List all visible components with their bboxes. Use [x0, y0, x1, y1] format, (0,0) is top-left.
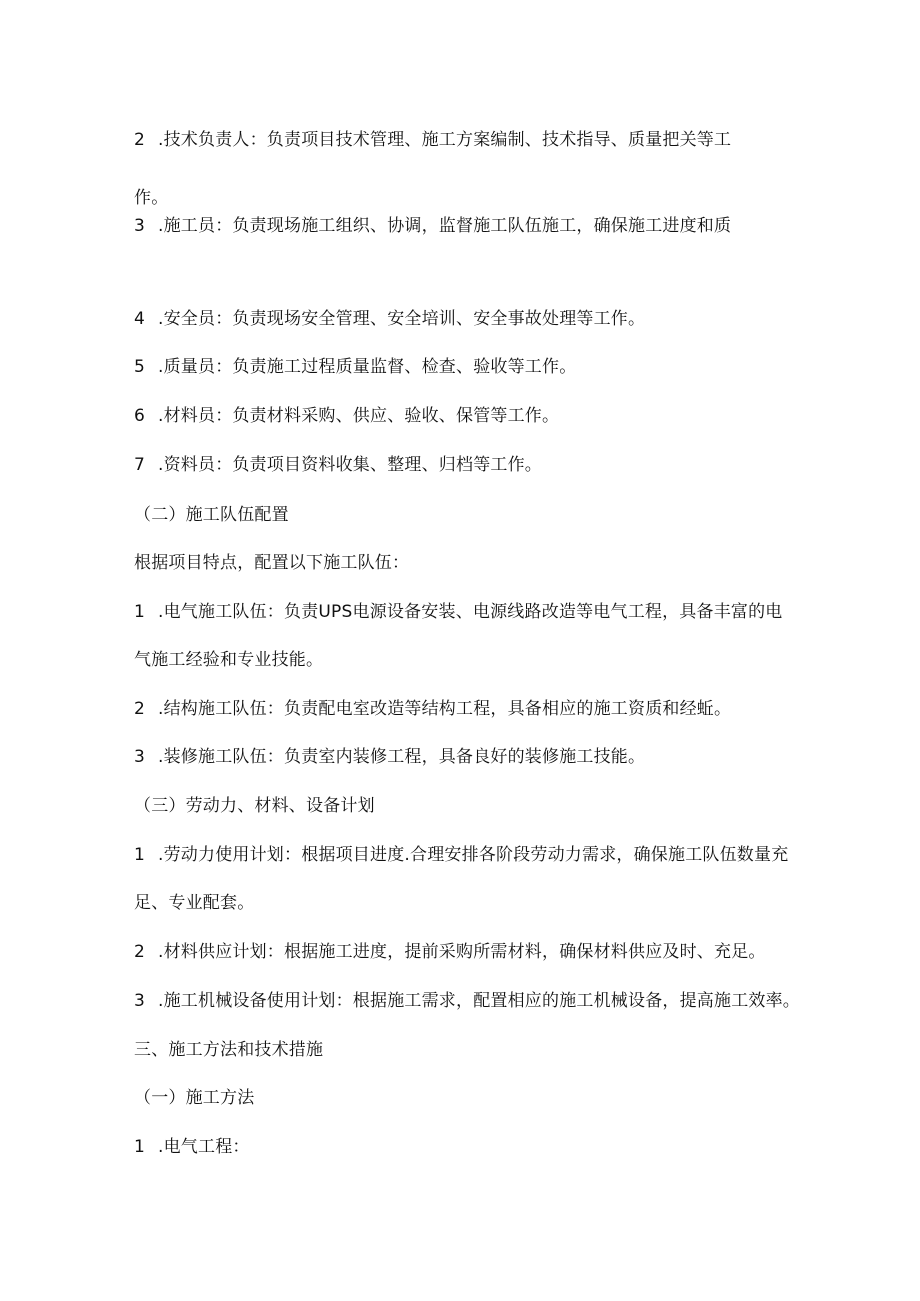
- heading-text: （三）劳动力、材料、设备计划: [134, 796, 375, 816]
- paragraph-line: [134, 891, 254, 915]
- item-number: 1: [134, 602, 146, 622]
- line-text: .劳动力使用计划：根据项目进度.合理安排各阶段劳动力需求，确保施工队伍数量充: [158, 845, 789, 865]
- paragraph-line: [134, 600, 783, 624]
- line-text: 气施工经验和专业技能。: [134, 650, 324, 670]
- line-text: .电气施工队伍：负责UPS电源设备安装、电源线路改造等电气工程，具备丰富的电: [158, 602, 783, 622]
- item-number: 3: [134, 216, 146, 236]
- item-number: 2: [134, 130, 146, 150]
- line-text: .材料员：负责材料采购、供应、验收、保管等工作。: [158, 406, 560, 426]
- paragraph-line: [134, 745, 645, 769]
- section-heading: [134, 1038, 323, 1062]
- paragraph-line: [134, 551, 409, 575]
- line-text: 足、专业配套。: [134, 893, 255, 913]
- item-number: 7: [134, 455, 146, 475]
- paragraph-line: [134, 697, 731, 721]
- line-text: .施工机械设备使用计划：根据施工需求，配置相应的施工机械设备，提高施工效率。: [158, 991, 801, 1011]
- paragraph-line: [134, 307, 645, 331]
- section-heading: [134, 503, 289, 527]
- paragraph-line: [134, 989, 800, 1013]
- paragraph-line: [134, 648, 323, 672]
- item-number: 2: [134, 699, 146, 719]
- item-number: 6: [134, 406, 146, 426]
- line-text: .材料供应计划：根据施工进度，提前采购所需材料，确保材料供应及时、充足。: [158, 942, 766, 962]
- section-heading: [134, 1086, 254, 1110]
- section-heading: [134, 794, 375, 818]
- item-number: 3: [134, 991, 146, 1011]
- line-text: 根据项目特点，配置以下施工队伍：: [134, 553, 410, 573]
- paragraph-line: [134, 453, 542, 477]
- line-text: 作。: [134, 188, 169, 208]
- heading-text: （一）施工方法: [134, 1088, 255, 1108]
- item-number: 2: [134, 942, 146, 962]
- paragraph-line: [134, 843, 788, 867]
- line-text: .技术负责人：负责项目技术管理、施工方案编制、技术指导、质量把关等工: [158, 130, 732, 150]
- item-number: 1: [134, 1137, 146, 1157]
- line-text: .质量员：负责施工过程质量监督、检查、验收等工作。: [158, 357, 577, 377]
- item-number: 1: [134, 845, 146, 865]
- line-text: .施工员：负责现场施工组织、协调，监督施工队伍施工，确保施工进度和质: [158, 216, 732, 236]
- paragraph-line: [134, 355, 576, 379]
- line-text: .安全员：负责现场安全管理、安全培训、安全事故处理等工作。: [158, 309, 646, 329]
- paragraph-line: [134, 940, 766, 964]
- line-text: .结构施工队伍：负责配电室改造等结构工程，具备相应的施工资质和经蚯。: [158, 699, 732, 719]
- paragraph-line: [134, 404, 559, 428]
- paragraph-line: [134, 186, 168, 210]
- item-number: 4: [134, 309, 146, 329]
- line-text: .电气工程：: [158, 1137, 250, 1157]
- line-text: .资料员：负责项目资料收集、整理、归档等工作。: [158, 455, 543, 475]
- heading-text: （二）施工队伍配置: [134, 505, 289, 525]
- heading-text: 三、施工方法和技术措施: [134, 1040, 324, 1060]
- paragraph-line: [134, 214, 731, 238]
- paragraph-line: [134, 128, 731, 152]
- paragraph-line: [134, 1135, 250, 1159]
- item-number: 5: [134, 357, 146, 377]
- item-number: 3: [134, 747, 146, 767]
- line-text: .装修施工队伍：负责室内装修工程，具备良好的装修施工技能。: [158, 747, 646, 767]
